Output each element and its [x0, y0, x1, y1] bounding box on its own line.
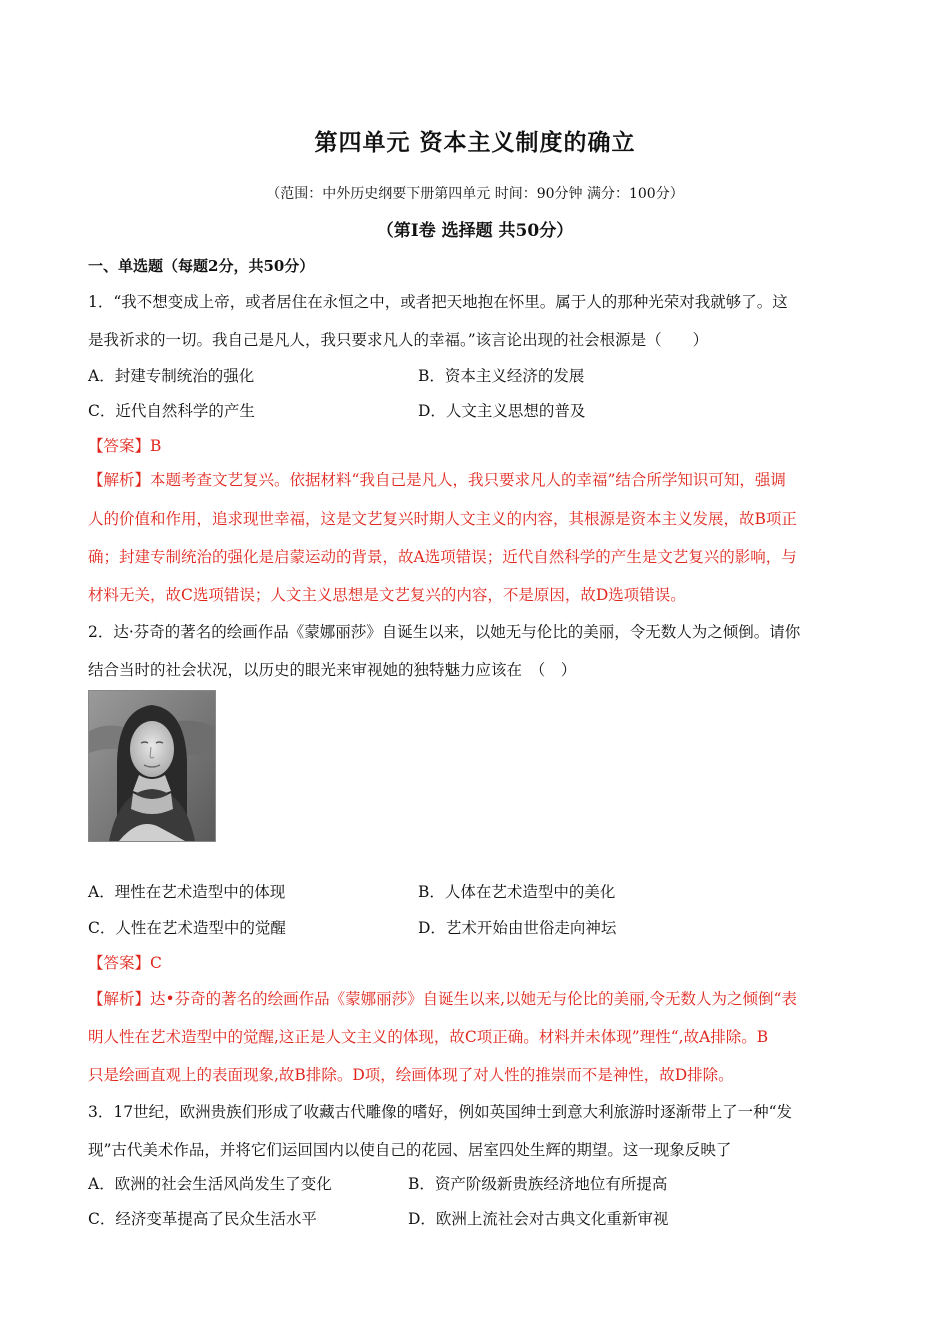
q1-option-b: B．资本主义经济的发展	[418, 367, 585, 385]
q3-stem-line-2: 现”古代美术作品，并将它们运回国内以使自己的花园、居室四处生辉的期望。这一现象反映了	[88, 1141, 732, 1159]
q2-answer-label: 【答案】	[88, 954, 151, 972]
q2-analysis-line-3: 只是绘画直观上的表面现象,故B排除。D项，绘画体现了对人性的推崇而不是神性，故D排除。	[88, 1066, 734, 1084]
q1-option-a: A．封建专制统治的强化	[88, 367, 255, 385]
q2-analysis-line-2: 明人性在艺术造型中的觉醒,这正是人文主义的体现，故C项正确。材料并未体现”理性“,故A排除。B	[88, 1028, 769, 1046]
q1-analysis-line-1	[88, 468, 786, 490]
q2-option-c: C．人性在艺术造型中的觉醒	[88, 919, 286, 937]
q1-analysis-label: 【解析】	[88, 471, 151, 489]
page-title: 第四单元 资本主义制度的确立	[314, 130, 636, 156]
q2-analysis-text-1: 达•芬奇的著名的绘画作品《蒙娜丽莎》自诞生以来,以她无与伦比的美丽,令无数人为之倾倒“表	[150, 990, 797, 1008]
q2-stem-line-1: 2．达·芬奇的著名的绘画作品《蒙娜丽莎》自诞生以来，以她无与伦比的美丽，令无数人为之倾倒。请你	[88, 623, 801, 641]
q1-option-c: C．近代自然科学的产生	[88, 402, 255, 420]
q1-analysis-line-2: 人的价值和作用，追求现世幸福，这是文艺复兴时期人文主义的内容，其根源是资本主义发展，故B项正	[88, 510, 797, 528]
q1-stem-line-1: 1．“我不想变成上帝，或者居住在永恒之中，或者把天地抱在怀里。属于人的那种光荣对我就够了。这	[88, 293, 788, 311]
section-heading: （第I卷 选择题 共50分）	[376, 221, 574, 241]
q3-stem-line-1: 3．17世纪，欧洲贵族们形成了收藏古代雕像的嗜好，例如英国绅士到意大利旅游时逐渐带上了一种“发	[88, 1103, 793, 1121]
q3-option-b: B．资产阶级新贵族经济地位有所提高	[408, 1175, 668, 1193]
mona-lisa-image	[88, 690, 216, 842]
q1-stem-line-2: 是我祈求的一切。我自己是凡人，我只要求凡人的幸福。”该言论出现的社会根源是（ ）	[88, 331, 709, 349]
q2-answer	[88, 951, 162, 973]
q2-analysis-label: 【解析】	[88, 990, 151, 1008]
q2-stem-line-2: 结合当时的社会状况，以历史的眼光来审视她的独特魅力应该在 （ ）	[88, 661, 577, 679]
q1-answer-value: B	[150, 437, 162, 455]
q3-option-d: D．欧洲上流社会对古典文化重新审视	[408, 1210, 669, 1228]
q3-option-a: A．欧洲的社会生活风尚发生了变化	[88, 1175, 332, 1193]
q2-option-b: B．人体在艺术造型中的美化	[418, 883, 616, 901]
q2-analysis-line-1	[88, 987, 797, 1009]
q2-option-a: A．理性在艺术造型中的体现	[88, 883, 286, 901]
q1-analysis-line-3: 确；封建专制统治的强化是启蒙运动的背景，故A选项错误；近代自然科学的产生是文艺复兴的影响，与	[88, 548, 797, 566]
q1-answer-label: 【答案】	[88, 437, 151, 455]
q2-option-d: D．艺术开始由世俗走向神坛	[418, 919, 617, 937]
q2-answer-value: C	[150, 954, 162, 972]
q1-answer	[88, 434, 161, 456]
q1-analysis-text-1: 本题考查文艺复兴。依据材料“我自己是凡人，我只要求凡人的幸福”结合所学知识可知，强调	[150, 471, 786, 489]
q3-option-c: C．经济变革提高了民众生活水平	[88, 1210, 317, 1228]
q1-option-d: D．人文主义思想的普及	[418, 402, 586, 420]
exam-scope: （范围：中外历史纲要下册第四单元 时间：90分钟 满分：100分）	[266, 186, 684, 202]
question-type-heading: 一、单选题（每题2分，共50分）	[88, 257, 315, 275]
q1-analysis-line-4: 材料无关，故C选项错误；人文主义思想是文艺复兴的内容，不是原因，故D选项错误。	[88, 586, 686, 604]
